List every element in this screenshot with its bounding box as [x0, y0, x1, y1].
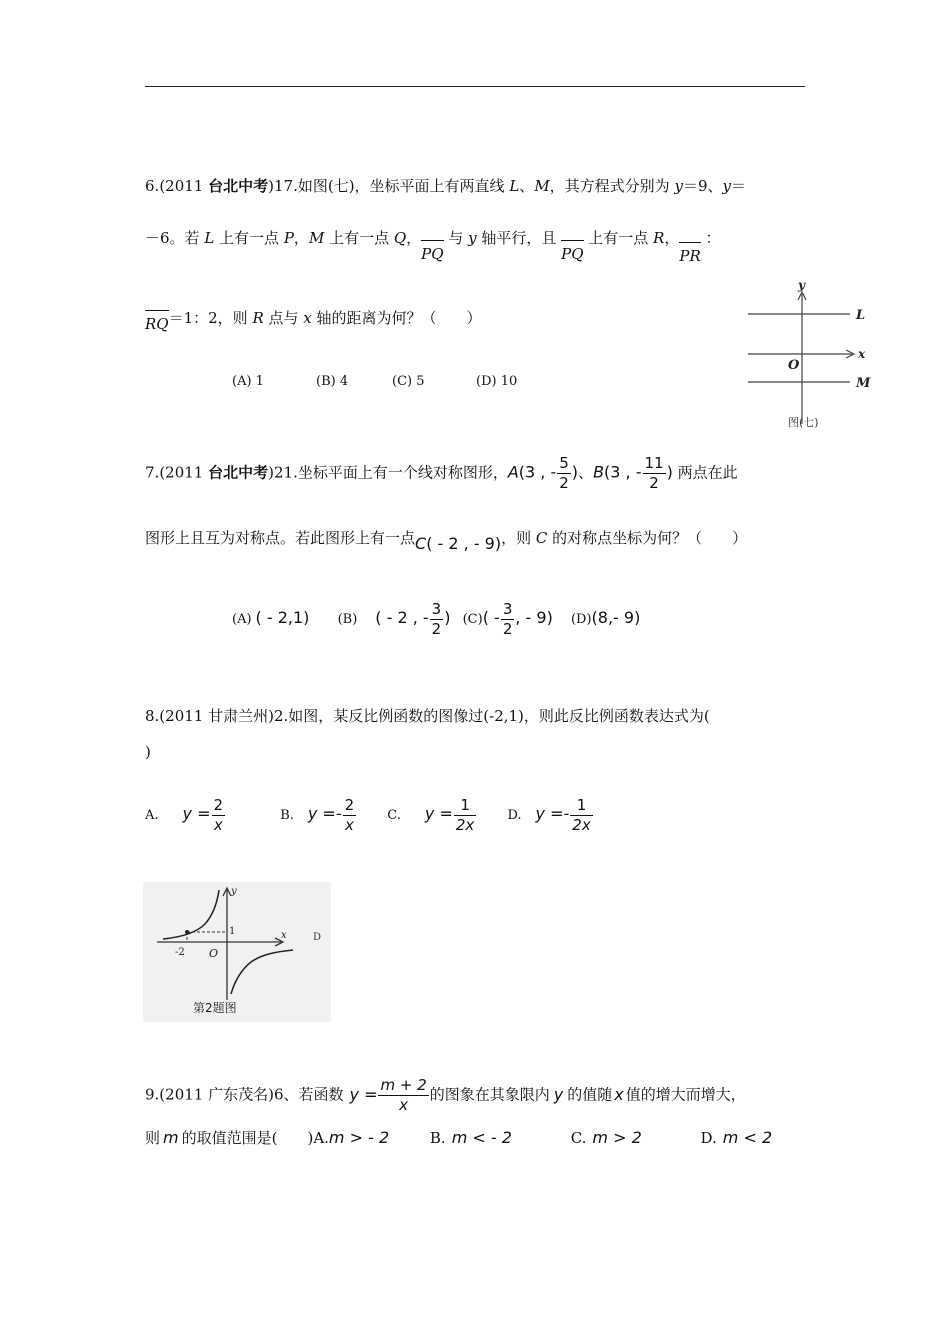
- side-letter: D: [313, 932, 322, 943]
- q6-line-2: －6。若 L 上有一点 P，M 上有一点 Q，PQ 与 y 轴平行，且 PQ 上有一点 R，PR ：: [145, 229, 721, 265]
- q7-option-a: (A) ( - 2,1): [232, 608, 310, 627]
- figure-caption: 图(七): [788, 416, 819, 429]
- point-marker: [185, 930, 189, 934]
- figure-background: [143, 882, 331, 1022]
- y-label: y: [798, 278, 805, 292]
- q7-line-1: 7.(2011 台北中考)21.坐标平面上有一个线对称图形，A(3 , - $\frac{5}{2}$ )、B(3 , - $\frac{11}{2}$ ) 两点在此: [145, 454, 738, 492]
- segment-pq: PQ: [421, 240, 443, 264]
- q9-line-1: 9.(2011 广东茂名)6、若函数 y = $\frac{m + 2}{x}$ 的图象在其象限内 y 的值随 x 值的增大而增大，: [145, 1076, 746, 1114]
- l-label: L: [856, 308, 866, 323]
- q7-option-d: (D)(8,- 9): [570, 608, 641, 627]
- q9-option-b: m < - 2: [451, 1128, 512, 1147]
- segment-pr: PR: [679, 242, 700, 266]
- q7-line-2: 图形上且互为对称点。若此图形上有一点C( - 2 , - 9)，则 C 的对称点坐标为何？（ ）: [145, 529, 748, 553]
- q8-figure: [143, 882, 331, 1022]
- q7-option-b: (B) ( - 2 , - $\frac{3}{2}$ ): [337, 600, 451, 638]
- fraction-5-2: $\frac{5}{2}$: [559, 454, 569, 492]
- q7-option-c: (C)( - $\frac{3}{2}$ , - 9): [462, 600, 553, 638]
- q8-line-2: ): [145, 743, 151, 761]
- q6-option-d: (D) 10: [476, 374, 518, 389]
- q7-options: [232, 600, 640, 639]
- q6-option-c: (C) 5: [392, 374, 425, 389]
- q6-line-1: 6.(2011 台北中考)17.如图(七)，坐标平面上有两直线 L、M，其方程式分别为 y＝9、y＝: [145, 177, 746, 195]
- q9-line-2: 则 m 的取值范围是( )A.m > - 2 B. m < - 2 C. m > 2 D. m < 2: [145, 1128, 773, 1147]
- header-rule: [145, 86, 805, 87]
- m-label: M: [856, 376, 871, 391]
- q6-line-3: RQ＝1：2，则 R 点与 x 轴的距离为何？（ ）: [145, 309, 482, 333]
- q9-option-c: m > 2: [592, 1128, 642, 1147]
- y-label: y: [231, 886, 237, 897]
- q6-options: [232, 372, 517, 392]
- q8-options: [145, 796, 594, 835]
- segment-pq: PQ: [561, 240, 583, 264]
- q9-option-a: m > - 2: [328, 1128, 390, 1147]
- q8-line-1: 8.(2011 甘肃兰州)2.如图，某反比例函数的图像过(-2,1)，则此反比例函数表达式为(: [145, 707, 710, 725]
- q9-option-d: m < 2: [722, 1128, 773, 1147]
- x-label: x: [858, 347, 866, 361]
- figure-caption: 第2题图: [193, 1001, 237, 1015]
- fraction-m-plus-2-over-x: $\frac{m + 2}{x}$: [380, 1076, 427, 1114]
- q8-option-d: D. y =- $\frac{1}{2x}$: [507, 796, 591, 834]
- segment-rq: RQ: [145, 310, 169, 334]
- q6-option-a: (A) 1: [232, 374, 264, 389]
- q8-option-c: C. y = $\frac{1}{2x}$: [387, 796, 475, 834]
- q6-option-b: (B) 4: [316, 374, 349, 389]
- x-label: x: [281, 930, 287, 941]
- origin-label: O: [209, 947, 219, 960]
- q8-option-b: B. y =- $\frac{2}{x}$: [280, 796, 355, 834]
- q6-figure: [740, 276, 880, 436]
- origin-label: O: [788, 358, 800, 373]
- tick-one: 1: [229, 926, 236, 937]
- q8-option-a: A. y = $\frac{2}{x}$: [145, 796, 224, 834]
- tick-neg2: -2: [175, 947, 185, 958]
- fraction-11-2: $\frac{11}{2}$: [644, 454, 664, 492]
